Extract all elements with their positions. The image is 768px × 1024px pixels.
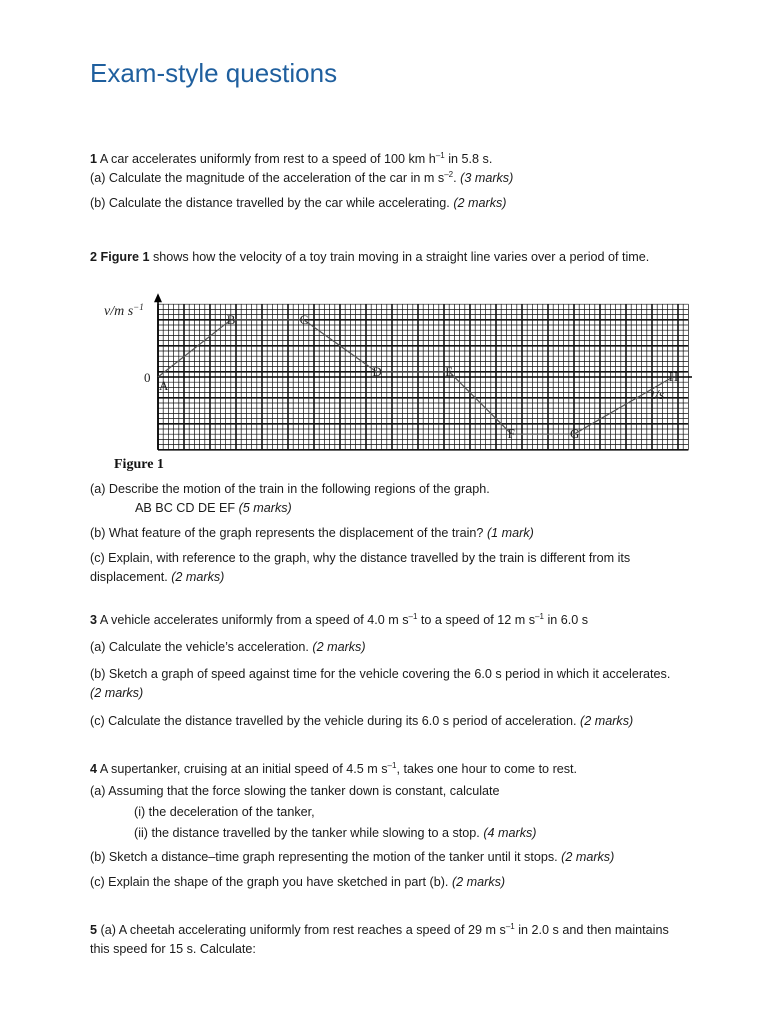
point-label-c: C — [299, 311, 309, 327]
q1-stem: 1 A car accelerates uniformly from rest to a speed of 100 km $h^{-1}$ in 5.8 s. — [90, 150, 493, 166]
q3-part-a: (a) Calculate the vehicle’s acceleration. (2 marks) — [90, 640, 366, 654]
q3-stem: 3 A vehicle accelerates uniformly from a speed of 4.0 m $s^{-1}$ to a speed of 12 m $s^{-1}$ in 6.0 s — [90, 611, 589, 627]
q2-part-c: (c) Explain, with reference to the graph, why the distance travelled by the train is different from its displacement. (2 marks) — [90, 551, 631, 584]
q2-stem: 2 Figure 1 shows how the velocity of a toy train moving in a straight line varies over a period of time. — [90, 250, 650, 264]
question-1 — [90, 150, 710, 213]
point-label-b: B — [226, 311, 236, 327]
point-label-f: F — [507, 426, 515, 442]
segment-gh — [574, 377, 673, 434]
marks: (4 marks) — [483, 826, 537, 840]
q4-part-b: (b) Sketch a distance–time graph representing the motion of the tanker until it stops. (2 marks) — [90, 850, 615, 864]
q2-part-a: (a) Describe the motion of the train in the following regions of the graph. — [90, 482, 490, 496]
point-label-h: H — [668, 369, 679, 384]
q3-number: 3 — [90, 613, 98, 627]
page-title: Exam-style questions — [90, 58, 338, 88]
marks: (5 marks) — [238, 501, 292, 515]
marks: (2 marks) — [561, 850, 615, 864]
q5-stem: 5 (a) A cheetah accelerating uniformly from rest reaches a speed of 29 m $s^{-1}$ in 2.0 s and then maintains this speed for 15 s. Calculate: — [90, 921, 669, 956]
marks: (3 marks) — [460, 171, 514, 185]
marks: (2 marks) — [453, 196, 507, 210]
marks: (2 marks) — [580, 714, 634, 728]
q4-part-a-i: (i) the deceleration of the tanker, — [134, 805, 315, 819]
question-2-parts — [90, 480, 710, 587]
question-4 — [90, 760, 710, 892]
q1-number: 1 — [90, 152, 98, 166]
q4-part-a: (a) Assuming that the force slowing the tanker down is constant, calculate — [90, 784, 500, 798]
point-label-e: E — [445, 363, 454, 379]
question-5 — [90, 921, 680, 959]
q2-regions: AB BC CD DE EF (5 marks) — [135, 501, 292, 515]
question-2 — [90, 248, 700, 267]
velocity-time-graph — [100, 288, 692, 474]
marks: (2 marks) — [171, 570, 225, 584]
point-label-d: D — [372, 363, 382, 379]
q3-part-c: (c) Calculate the distance travelled by the vehicle during its 6.0 s period of acceleration. (2 marks) — [90, 714, 634, 728]
q3-part-b: (b) Sketch a graph of speed against time for the vehicle covering the 6.0 s period in which it accelerates. (2 marks) — [90, 667, 671, 700]
q2-number: 2 — [90, 250, 98, 264]
q1-part-b: (b) Calculate the distance travelled by the car while accelerating. (2 marks) — [90, 196, 507, 210]
marks: (2 marks) — [451, 875, 506, 889]
q4-number: 4 — [90, 762, 98, 776]
marks: (2 marks) — [312, 640, 366, 654]
question-3 — [90, 611, 710, 731]
figure-caption: Figure 1 — [114, 457, 164, 472]
q4-part-c: (c) Explain the shape of the graph you have sketched in part (b). (2 marks) — [90, 875, 506, 889]
point-label-a: A — [159, 378, 169, 393]
origin-label: 0 — [144, 370, 151, 385]
q5-number: 5 — [90, 923, 98, 937]
point-label-g: G — [570, 426, 580, 442]
marks: (1 mark) — [486, 526, 534, 540]
q4-stem: 4 A supertanker, cruising at an initial speed of 4.5 m $s^{-1}$, takes one hour to come to rest. — [90, 760, 578, 776]
q2-part-b: (b) What feature of the graph represents the displacement of the train? (1 mark) — [90, 526, 534, 540]
y-axis-arrow — [154, 293, 162, 302]
x-axis-label: t/s — [651, 388, 665, 403]
marks: (2 marks) — [90, 686, 144, 700]
y-axis-label: v/m $s^{-1}$ — [104, 302, 144, 319]
q4-part-a-ii: (ii) the distance travelled by the tanker while slowing to a stop. (4 marks) — [134, 826, 537, 840]
q1-part-a: (a) Calculate the magnitude of the acceleration of the car in m $s^{-2}$. (3 marks) — [90, 169, 514, 185]
